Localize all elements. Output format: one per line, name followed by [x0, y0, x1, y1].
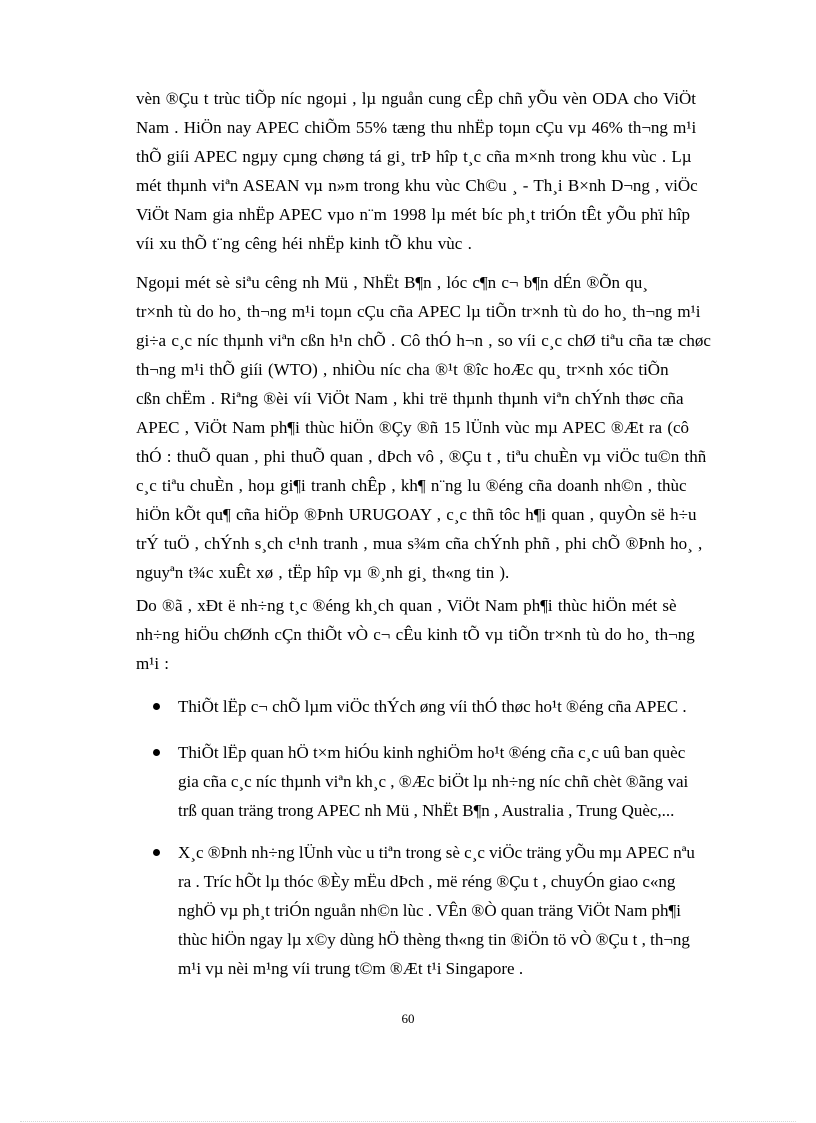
text-line: Do ®ã , xÐt ë nh÷ng t¸c ®éng kh¸ch quan , ViÖt Nam ph¶i thùc hiÖn mét sè — [136, 596, 677, 615]
bullet-line: ThiÕt lËp c¬ chÕ lµm viÖc thÝch øng víi thÓ thøc ho¹t ®éng cña APEC . — [178, 697, 687, 716]
paragraph-3 — [136, 591, 770, 678]
text-line: mét thµnh viªn ASEAN vµ n»m trong khu vùc Ch©u ¸ - Th¸i B×nh D¬ng , viÖc — [136, 176, 698, 195]
bullet-line: trß quan träng trong APEC nh Mü , NhËt B¶n , Australia , Trung Quèc,... — [178, 801, 675, 820]
text-line: hiÖn kÕt qu¶ cña hiÖp ®Þnh URUGOAY , c¸c thñ tôc h¶i quan , quyÒn së h÷u — [136, 505, 697, 524]
bullet-item-3 — [150, 838, 816, 983]
text-line: víi xu thÕ t¨ng cêng héi nhËp kinh tÕ khu vùc . — [136, 234, 472, 253]
text-line: Ngoµi mét sè siªu cêng nh Mü , NhËt B¶n , lóc c¶n c¬ b¶n dÉn ®Õn qu¸ — [136, 273, 648, 292]
text-line: thÓ : thuÕ quan , phi thuÕ quan , dÞch vô , ®Çu t , tiªu chuÈn vµ viÖc tu©n thñ — [136, 447, 707, 466]
text-line: c¸c tiªu chuÈn , hoµ gi¶i tranh chÊp , kh¶ n¨ng lu ®éng cña doanh nh©n , thùc — [136, 476, 687, 495]
bullet-line: nghÖ vµ ph¸t triÓn nguån nh©n lùc . VÊn ®Ò quan träng ViÖt Nam ph¶i — [178, 901, 681, 920]
text-line: cßn chËm . Riªng ®èi víi ViÖt Nam , khi trë thµnh thµnh viªn chÝnh thøc cña — [136, 389, 684, 408]
paragraph-1 — [136, 84, 770, 258]
bullet-item-2 — [150, 738, 816, 825]
text-line: th¬ng m¹i thÕ giíi (WTO) , nhiÒu níc cha ®¹t ®îc hoÆc qu¸ tr×nh xóc tiÕn — [136, 360, 669, 379]
text-line: vèn ®Çu t trùc tiÕp níc ngoµi , lµ nguån cung cÊp chñ yÕu vèn ODA cho ViÖt — [136, 89, 696, 108]
text-line: tr×nh tù do ho¸ th¬ng m¹i toµn cÇu cña APEC lµ tiÕn tr×nh tù do ho¸ th¬ng m¹i — [136, 302, 701, 321]
bullet-line: X¸c ®Þnh nh÷ng lÜnh vùc u tiªn trong sè c¸c viÖc träng yÕu mµ APEC nªu — [178, 843, 695, 862]
bullet-dot-icon — [153, 749, 160, 756]
text-line: ViÖt Nam gia nhËp APEC vµo n¨m 1998 lµ mét bíc ph¸t triÓn tÊt yÕu phï hîp — [136, 205, 690, 224]
text-line: APEC , ViÖt Nam ph¶i thùc hiÖn ®Çy ®ñ 15 lÜnh vùc mµ APEC ®Æt ra (cô — [136, 418, 690, 437]
text-line: nguyªn t¾c xuÊt xø , tËp hîp vµ ®¸nh gi¸ th«ng tin ). — [136, 563, 510, 582]
text-line: m¹i : — [136, 654, 170, 673]
bullet-line: gia cña c¸c níc thµnh viªn kh¸c , ®Æc biÖt lµ nh÷ng níc chñ chèt ®ãng vai — [178, 772, 689, 791]
paragraph-2 — [136, 268, 770, 587]
page-number: 60 — [401, 1011, 415, 1026]
text-line: nh÷ng hiÖu chØnh cÇn thiÕt vÒ c¬ cÊu kinh tÕ vµ tiÕn tr×nh tù do ho¸ th¬ng — [136, 625, 695, 644]
text-line: Nam . HiÖn nay APEC chiÕm 55% tæng thu nhËp toµn cÇu vµ 46% th¬ng m¹i — [136, 118, 697, 137]
bullet-line: m¹i vµ nèi m¹ng víi trung t©m ®Æt t¹i Singapore . — [178, 959, 524, 978]
bullet-line: ra . Tríc hÕt lµ thóc ®Èy mËu dÞch , më réng ®Çu t , chuyÓn giao c«ng — [178, 872, 676, 891]
page-bottom-divider — [20, 1121, 796, 1122]
bullet-dot-icon — [153, 849, 160, 856]
text-line: gi÷a c¸c níc thµnh viªn cßn h¹n chÕ . Cô thÓ h¬n , so víi c¸c chØ tiªu cña tæ chøc — [136, 331, 711, 350]
text-line: trÝ tuÖ , chÝnh s¸ch c¹nh tranh , mua s¾m cña chÝnh phñ , phi chÕ ®Þnh ho¸ , — [136, 534, 703, 553]
bullet-item-1 — [150, 692, 816, 721]
text-line: thÕ giíi APEC ngµy cµng chøng tá gi¸ trÞ hîp t¸c cña m×nh trong khu vùc . Lµ — [136, 147, 692, 166]
bullet-line: ThiÕt lËp quan hÖ t×m hiÓu kinh nghiÖm ho¹t ®éng cña c¸c uû ban quèc — [178, 743, 686, 762]
bullet-line: thùc hiÖn ngay lµ x©y dùng hÖ thèng th«ng tin ®iÖn tö vÒ ®Çu t , th¬ng — [178, 930, 690, 949]
bullet-dot-icon — [153, 703, 160, 710]
